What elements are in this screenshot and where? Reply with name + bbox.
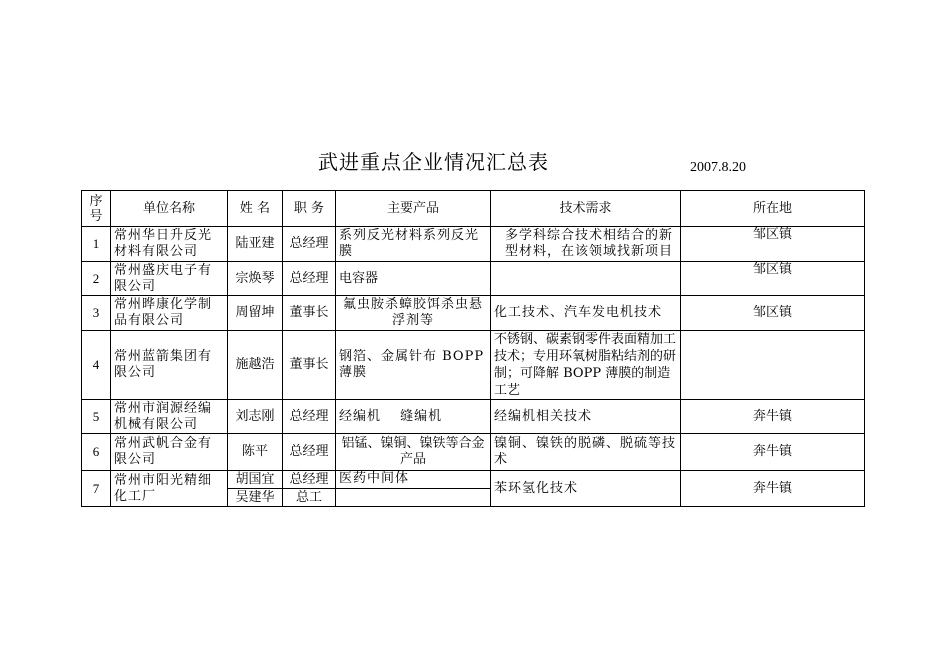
row-position: 总经理 <box>283 471 336 489</box>
row-tech <box>491 262 681 296</box>
table-row <box>82 400 865 434</box>
table-row <box>82 296 865 331</box>
table-row <box>82 262 865 296</box>
row-seq: 3 <box>82 296 111 331</box>
row-products: 电容器 <box>336 262 491 296</box>
row-company: 常州晔康化学制品有限公司 <box>111 296 228 331</box>
row-company: 常州盛庆电子有限公司 <box>111 262 228 296</box>
header-seq: 序 号 <box>82 191 111 227</box>
table-row <box>82 331 865 400</box>
table-row <box>82 471 865 489</box>
row-position: 总经理 <box>283 434 336 471</box>
header-products: 主要产品 <box>336 191 491 227</box>
header-row <box>82 191 865 227</box>
row-name: 胡国宜 <box>228 471 283 489</box>
table-row <box>82 227 865 262</box>
report-date: 2007.8.20 <box>690 160 746 175</box>
row-position: 总经理 <box>283 262 336 296</box>
row-position-secondary: 总工 <box>283 489 336 507</box>
header-name: 姓 名 <box>228 191 283 227</box>
row-seq: 5 <box>82 400 111 434</box>
row-name: 周留坤 <box>228 296 283 331</box>
row-seq: 6 <box>82 434 111 471</box>
row-products: 系列反光材料系列反光膜 <box>336 227 491 262</box>
row-company: 常州华日升反光材料有限公司 <box>111 227 228 262</box>
row-location: 邹区镇 <box>681 227 865 262</box>
row-name-secondary: 吴建华 <box>228 489 283 507</box>
row-location: 奔牛镇 <box>681 471 865 507</box>
row-products: 经编机 缝编机 <box>336 400 491 434</box>
row-position: 董事长 <box>283 331 336 400</box>
row-company: 常州蓝箭集团有限公司 <box>111 331 228 400</box>
row-tech: 多学科综合技术相结合的新型材料，在该领域找新项目 <box>491 227 681 262</box>
row-tech: 化工技术、汽车发电机技术 <box>491 296 681 331</box>
row-location: 邹区镇 <box>681 296 865 331</box>
row-location: 邹区镇 <box>681 262 865 296</box>
enterprise-summary-table <box>81 190 865 507</box>
row-name: 刘志刚 <box>228 400 283 434</box>
row-products: 氟虫胺杀蟑胶饵杀虫悬浮剂等 <box>336 296 491 331</box>
row-seq: 2 <box>82 262 111 296</box>
row-company: 常州武帆合金有限公司 <box>111 434 228 471</box>
header-location: 所在地 <box>681 191 865 227</box>
row-name: 陆亚建 <box>228 227 283 262</box>
row-company: 常州市润源经编机械有限公司 <box>111 400 228 434</box>
row-tech: 经编机相关技术 <box>491 400 681 434</box>
header-tech: 技术需求 <box>491 191 681 227</box>
row-products: 钢箔、金属针布 BOPP 薄膜 <box>336 331 491 400</box>
table-row <box>82 434 865 471</box>
header-position: 职 务 <box>283 191 336 227</box>
row-products: 医药中间体 <box>336 471 491 489</box>
page-title: 武进重点企业情况汇总表 <box>318 150 549 174</box>
row-position: 总经理 <box>283 227 336 262</box>
row-tech: 镍铜、镍铁的脱磷、脱硫等技术 <box>491 434 681 471</box>
row-position: 董事长 <box>283 296 336 331</box>
row-company: 常州市阳光精细化工厂 <box>111 471 228 507</box>
row-name: 宗焕琴 <box>228 262 283 296</box>
row-seq: 4 <box>82 331 111 400</box>
row-name: 陈平 <box>228 434 283 471</box>
row-products-blank <box>336 489 491 507</box>
row-name: 施越浩 <box>228 331 283 400</box>
row-location: 奔牛镇 <box>681 434 865 471</box>
row-seq: 7 <box>82 471 111 507</box>
row-location: 奔牛镇 <box>681 400 865 434</box>
row-products: 铝锰、镍铜、镍铁等合金产品 <box>336 434 491 471</box>
row-seq: 1 <box>82 227 111 262</box>
row-tech: 苯环氢化技术 <box>491 471 681 507</box>
row-position: 总经理 <box>283 400 336 434</box>
header-company: 单位名称 <box>111 191 228 227</box>
row-location <box>681 331 865 400</box>
row-tech: 不锈钢、碳素钢零件表面精加工技术；专用环氧树脂粘结剂的研制；可降解 BOPP 薄膜的制造工艺 <box>491 331 681 400</box>
